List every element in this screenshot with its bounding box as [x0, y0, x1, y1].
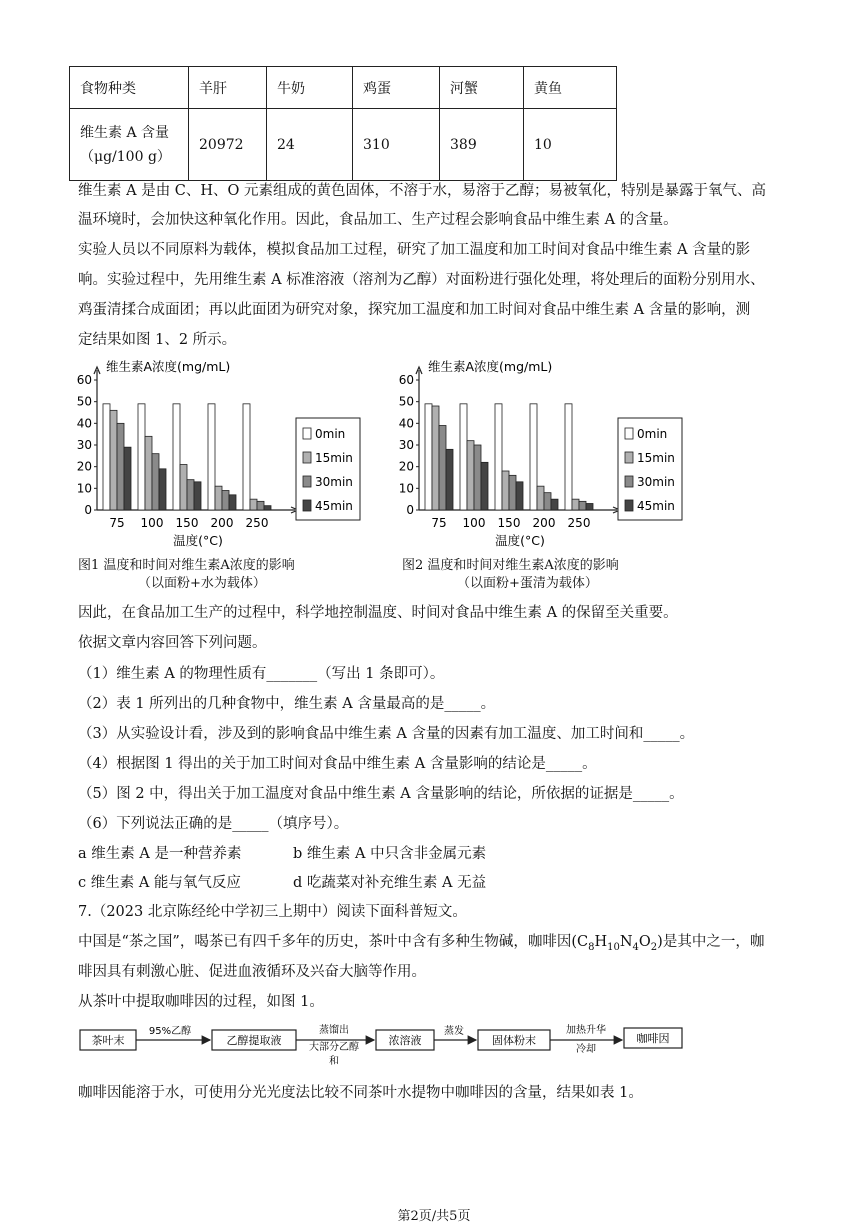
bar: [432, 406, 439, 510]
paragraph-line: 啡因具有刺激心脏、促进血液循环及兴奋大脑等作用。: [78, 964, 426, 980]
y-tick-label: 10: [398, 481, 414, 496]
figure-2-caption: 图2 温度和时间对维生素A浓度的影响: [402, 558, 619, 573]
subscript: 8: [588, 941, 595, 953]
paragraph-line: [78, 929, 798, 961]
legend-swatch: [303, 500, 311, 511]
legend-label: 30min: [637, 475, 675, 489]
bar: [537, 486, 544, 510]
bar: [509, 475, 516, 510]
legend-swatch: [625, 476, 633, 487]
legend-label: 45min: [315, 499, 353, 513]
x-tick-label: 100: [462, 516, 486, 530]
bar: [145, 436, 152, 510]
y-tick-label: 60: [398, 373, 414, 387]
x-tick-label: 75: [109, 516, 125, 530]
subscript: 4: [632, 941, 639, 953]
bar: [243, 404, 250, 510]
bar: [586, 504, 593, 511]
x-tick-label: 250: [567, 516, 591, 530]
legend-label: 45min: [637, 499, 675, 513]
flow-stray-text: 和: [329, 1056, 339, 1067]
row-label-line: 维生素 A 含量: [80, 124, 170, 141]
flow-arrow-label: 蒸馏出: [319, 1025, 349, 1036]
x-tick-label: 200: [532, 516, 556, 530]
y-tick-label: 30: [76, 438, 92, 452]
option-c: c 维生素 A 能与氧气反应: [78, 875, 241, 891]
y-axis-label: 维生素A浓度(mg/mL): [106, 359, 231, 374]
bar: [446, 449, 453, 510]
subscript: 2: [650, 941, 658, 953]
extraction-flow-diagram: [78, 1020, 688, 1067]
flow-arrow-label: 冷却: [576, 1044, 596, 1055]
paragraph-line: 响。实验过程中，先用维生素 A 标准溶液（溶剂为乙醇）对面粉进行强化处理，将处理后的面粉分别用水、: [78, 272, 765, 288]
figure-1-chart: [70, 355, 370, 555]
bar: [544, 493, 551, 510]
bar: [215, 486, 222, 510]
bar: [495, 404, 502, 510]
y-tick-label: 0: [406, 503, 414, 517]
y-axis-label: 维生素A浓度(mg/mL): [428, 359, 553, 374]
paragraph-line: 咖啡因能溶于水，可使用分光光度法比较不同茶叶水提物中咖啡因的含量，结果如表 1。: [78, 1085, 643, 1101]
y-tick-label: 10: [76, 481, 92, 496]
bar: [173, 404, 180, 510]
bar: [187, 480, 194, 510]
bar: [439, 426, 446, 511]
bar: [250, 499, 257, 510]
table-cell: 24: [267, 109, 353, 181]
text-span: )是其中之一，咖: [657, 934, 765, 950]
bar: [229, 495, 236, 510]
bar: [502, 471, 509, 510]
question-5: （5）图 2 中，得出关于加工温度对食品中维生素 A 含量影响的结论，所依据的证据是_____。: [78, 786, 684, 802]
bar: [103, 404, 110, 510]
legend-label: 15min: [637, 451, 675, 465]
figure-1-subcaption: （以面粉+水为载体）: [138, 576, 266, 591]
bar: [264, 506, 271, 510]
legend-swatch: [625, 428, 633, 439]
x-axis-label: 温度(°C): [173, 533, 223, 548]
table-cell: 20972: [189, 109, 267, 181]
text-span: 中国是“茶之国”，喝茶已有四千多年的历史，茶叶中含有多种生物碱，咖啡因(C: [78, 934, 589, 950]
text-span: H: [594, 934, 608, 950]
paragraph-line: 依据文章内容回答下列问题。: [78, 635, 267, 651]
vitamin-a-table: [69, 66, 617, 181]
flow-box-label: 乙醇提取液: [226, 1034, 282, 1047]
bar: [257, 501, 264, 510]
figure-1-caption: 图1 温度和时间对维生素A浓度的影响: [78, 558, 295, 573]
question-4: （4）根据图 1 得出的关于加工时间对食品中维生素 A 含量影响的结论是_____。: [78, 756, 597, 772]
bar: [460, 404, 467, 510]
bar: [138, 404, 145, 510]
paragraph-line: 实验人员以不同原料为载体，模拟食品加工过程，研究了加工温度和加工时间对食品中维生素 A 含量的影: [78, 242, 751, 258]
text-span: O: [638, 934, 651, 950]
y-tick-label: 20: [76, 459, 92, 474]
bar: [530, 404, 537, 510]
legend-label: 30min: [315, 475, 353, 489]
paragraph-line: 因此，在食品加工生产的过程中，科学地控制温度、时间对食品中维生素 A 的保留至关重要。: [78, 605, 678, 621]
bar: [516, 482, 523, 510]
flow-arrow-label: 加热升华: [566, 1025, 606, 1036]
section-7-heading: 7.（2023 北京陈经纶中学初三上期中）阅读下面科普短文。: [78, 904, 467, 920]
legend-swatch: [303, 428, 311, 439]
subscript: 10: [607, 941, 620, 953]
bar: [222, 491, 229, 511]
option-b: b 维生素 A 中只含非金属元素: [293, 846, 487, 862]
x-tick-label: 150: [175, 516, 199, 530]
legend-swatch: [303, 476, 311, 487]
table-row-label: [70, 109, 189, 181]
flow-box-label: 茶叶末: [91, 1034, 125, 1047]
legend-swatch: [625, 452, 633, 463]
paragraph-line: 维生素 A 是由 C、H、O 元素组成的黄色固体，不溶于水，易溶于乙醇；易被氧化，特别是暴露于氧气、高: [78, 183, 767, 199]
x-tick-label: 75: [431, 516, 447, 530]
table-header-cell: 食物种类: [70, 67, 189, 109]
legend-swatch: [625, 500, 633, 511]
y-tick-label: 0: [84, 503, 92, 517]
bar: [565, 404, 572, 510]
figure-2-chart: [392, 355, 692, 555]
x-tick-label: 150: [497, 516, 521, 530]
bar: [579, 501, 586, 510]
table-cell: 310: [353, 109, 440, 181]
flow-box-label: 咖啡因: [636, 1032, 670, 1045]
bar: [194, 482, 201, 510]
question-2: （2）表 1 所列出的几种食物中，维生素 A 含量最高的是_____。: [78, 696, 496, 712]
option-d: d 吃蔬菜对补充维生素 A 无益: [293, 875, 487, 891]
table-header-cell: 羊肝: [189, 67, 267, 109]
bar: [124, 447, 131, 510]
bar: [474, 445, 481, 510]
flow-box-label: 固体粉末: [492, 1034, 536, 1047]
y-tick-label: 60: [76, 373, 92, 387]
legend-label: 0min: [637, 427, 668, 441]
x-axis-label: 温度(°C): [495, 533, 545, 548]
x-tick-label: 250: [245, 516, 269, 530]
figure-2-subcaption: （以面粉+蛋清为载体）: [457, 576, 598, 591]
flow-arrow-label: 蒸发: [444, 1026, 464, 1037]
bar: [159, 469, 166, 510]
flow-box-label: 浓溶液: [388, 1034, 422, 1047]
x-tick-label: 100: [140, 516, 164, 530]
paragraph-line: 温环境时，会加快这种氧化作用。因此，食品加工、生产过程会影响食品中维生素 A 的含量。: [78, 212, 678, 228]
bar: [117, 423, 124, 510]
y-tick-label: 40: [76, 416, 92, 431]
table-cell: 10: [524, 109, 617, 181]
row-label-unit: （μg/100 g）: [80, 148, 171, 165]
bar: [180, 465, 187, 511]
bar: [208, 404, 215, 510]
legend-swatch: [303, 452, 311, 463]
legend-label: 15min: [315, 451, 353, 465]
flow-arrow-label: 95%乙醇: [148, 1026, 192, 1037]
y-tick-label: 40: [398, 416, 414, 431]
bar: [152, 454, 159, 510]
bar: [110, 410, 117, 510]
paragraph-line: 从茶叶中提取咖啡因的过程，如图 1。: [78, 994, 324, 1010]
question-6: （6）下列说法正确的是_____（填序号）。: [78, 816, 349, 832]
y-tick-label: 50: [398, 394, 414, 409]
bar: [425, 404, 432, 510]
page-footer: 第2页/共5页: [397, 1209, 471, 1224]
bar: [481, 462, 488, 510]
bar: [551, 499, 558, 510]
x-tick-label: 200: [210, 516, 234, 530]
y-tick-label: 50: [76, 394, 92, 409]
question-1: （1）维生素 A 的物理性质有_______（写出 1 条即可）。: [78, 666, 445, 682]
y-tick-label: 20: [398, 459, 414, 474]
table-header-cell: 黄鱼: [524, 67, 617, 109]
paragraph-line: 定结果如图 1、2 所示。: [78, 332, 237, 348]
table-header-cell: 牛奶: [267, 67, 353, 109]
legend-label: 0min: [315, 427, 346, 441]
question-3: （3）从实验设计看，涉及到的影响食品中维生素 A 含量的因素有加工温度、加工时间和_____。: [78, 726, 695, 742]
table-cell: 389: [440, 109, 524, 181]
flow-arrow-label: 大部分乙醇: [309, 1042, 359, 1053]
table-header-cell: 河蟹: [440, 67, 524, 109]
bar: [572, 499, 579, 510]
option-a: a 维生素 A 是一种营养素: [78, 846, 242, 862]
paragraph-line: 鸡蛋清揉合成面团；再以此面团为研究对象，探究加工温度和加工时间对食品中维生素 A 含量的影响，测: [78, 302, 751, 318]
bar: [467, 441, 474, 510]
table-header-cell: 鸡蛋: [353, 67, 440, 109]
text-span: N: [619, 934, 633, 950]
y-tick-label: 30: [398, 438, 414, 452]
